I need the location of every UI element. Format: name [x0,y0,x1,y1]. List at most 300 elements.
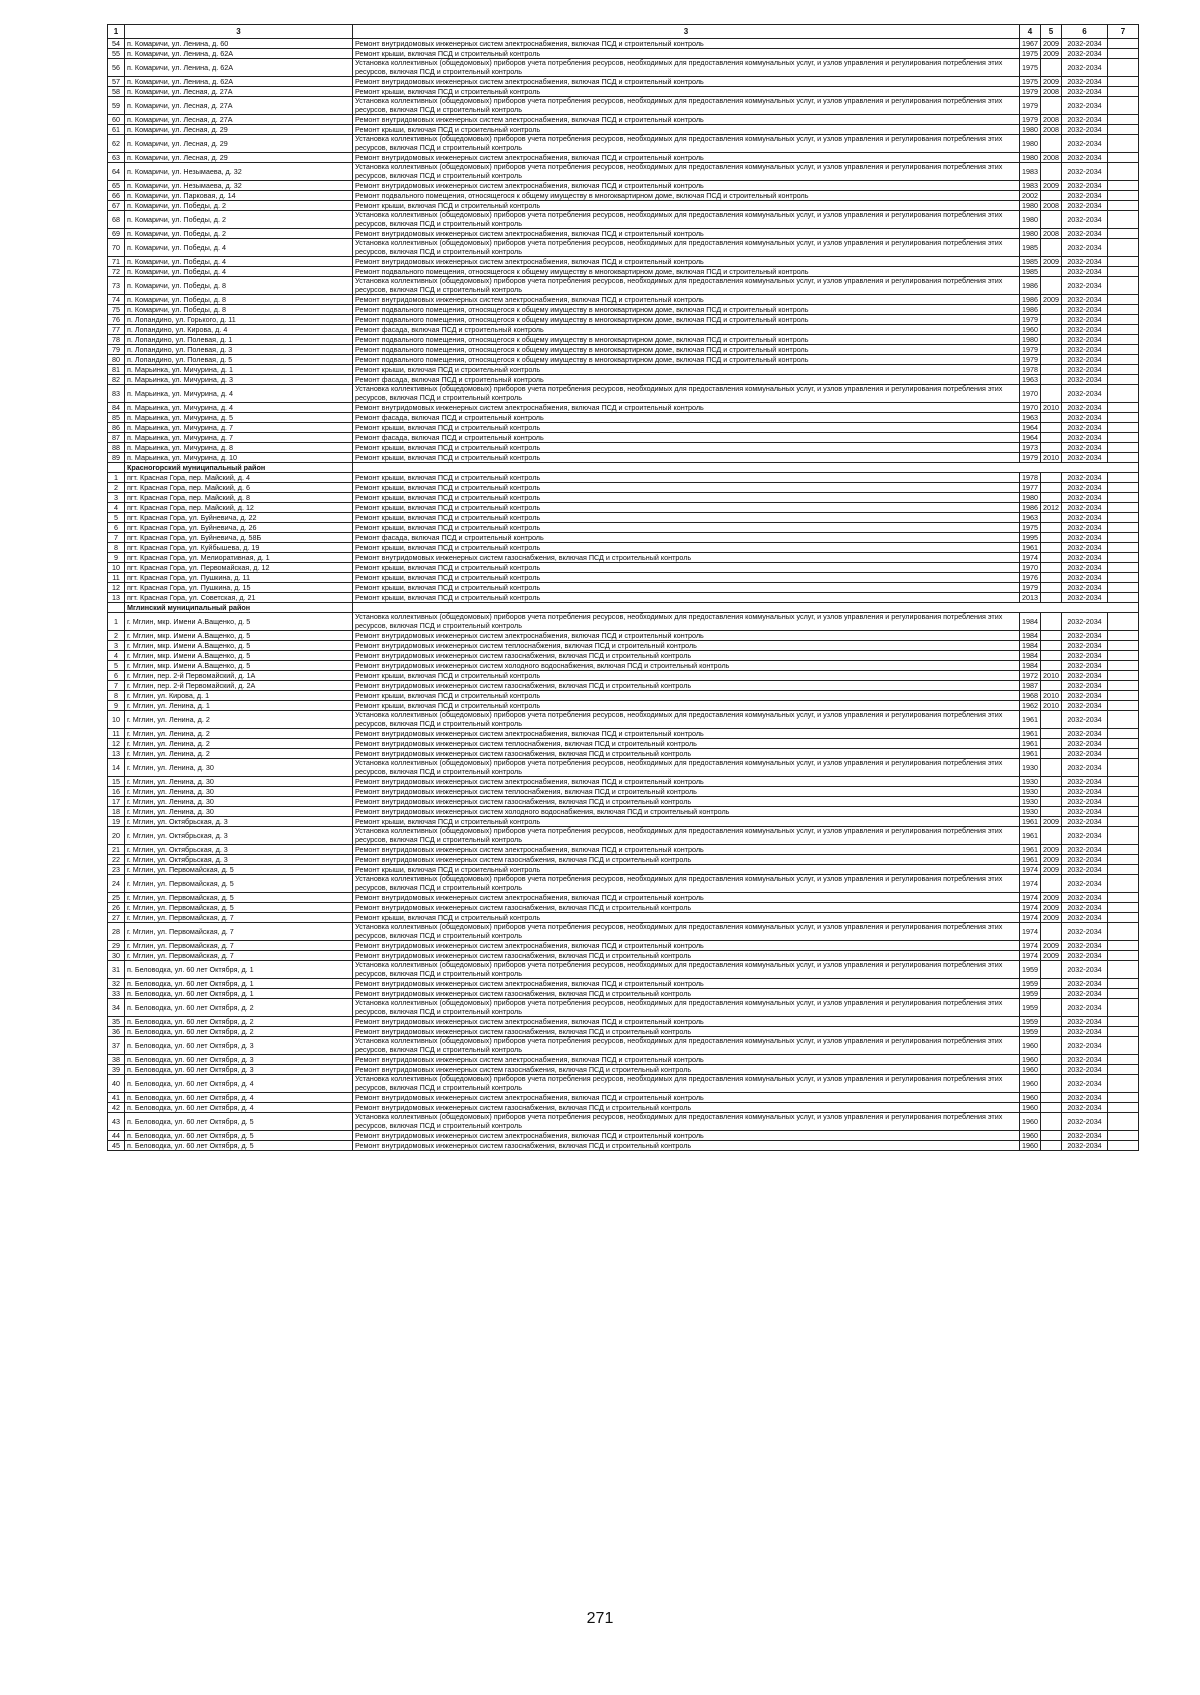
work-type-cell: Ремонт крыши, включая ПСД и строительный контроль [353,573,1020,583]
address-cell: п. Марьинка, ул. Мичурина, д. 1 [125,365,353,375]
row-number-cell: 36 [108,1027,125,1037]
build-year-cell: 1961 [1020,729,1041,739]
build-year-cell: 1930 [1020,807,1041,817]
build-year-cell: 1979 [1020,355,1041,365]
address-cell: п. Беловодка, ул. 60 лет Октября, д. 2 [125,1017,353,1027]
work-type-cell: Ремонт внутридомовых инженерных систем электроснабжения, включая ПСД и строительный контроль [353,257,1020,267]
table-row [108,777,1139,787]
work-type-cell: Ремонт внутридомовых инженерных систем газоснабжения, включая ПСД и строительный контроль [353,951,1020,961]
section-heading-row [108,603,1139,613]
empty-cell [1108,563,1139,573]
address-cell: г. Мглин, ул. Первомайская, д. 7 [125,923,353,941]
last-repair-year-cell [1041,533,1062,543]
address-cell: п. Лопандино, ул. Полевая, д. 3 [125,345,353,355]
empty-cell [1108,631,1139,641]
address-cell: г. Мглин, ул. Октябрьская, д. 3 [125,817,353,827]
table-row [108,701,1139,711]
build-year-cell: 1979 [1020,87,1041,97]
empty-cell [1108,277,1139,295]
work-type-cell: Установка коллективных (общедомовых) приборов учета потребления ресурсов, необходимых для предоставления коммунальных услуг, и узлов управления и регулирования потребления этих ресурсов, включая ПСД и строительный контроль [353,385,1020,403]
last-repair-year-cell [1041,423,1062,433]
last-repair-year-cell [1041,493,1062,503]
build-year-cell: 1986 [1020,503,1041,513]
last-repair-year-cell [1041,473,1062,483]
last-repair-year-cell [1041,641,1062,651]
table-row [108,87,1139,97]
planned-period-cell: 2032-2034 [1062,125,1108,135]
build-year-cell: 1974 [1020,903,1041,913]
row-number-cell: 32 [108,979,125,989]
work-type-cell: Ремонт крыши, включая ПСД и строительный контроль [353,691,1020,701]
last-repair-year-cell [1041,1065,1062,1075]
empty-cell [1108,729,1139,739]
address-cell: п. Комаричи, ул. Ленина, д. 62А [125,49,353,59]
table-row [108,807,1139,817]
build-year-cell: 1995 [1020,533,1041,543]
build-year-cell: 1961 [1020,543,1041,553]
planned-period-cell: 2032-2034 [1062,651,1108,661]
planned-period-cell: 2032-2034 [1062,1037,1108,1055]
work-type-cell: Ремонт крыши, включая ПСД и строительный контроль [353,523,1020,533]
build-year-cell: 1979 [1020,315,1041,325]
table-row [108,913,1139,923]
work-type-cell: Ремонт внутридомовых инженерных систем холодного водоснабжения, включая ПСД и строительный контроль [353,661,1020,671]
row-number-cell: 6 [108,671,125,681]
work-type-cell: Ремонт крыши, включая ПСД и строительный контроль [353,513,1020,523]
work-type-cell: Ремонт подвального помещения, относящегося к общему имуществу в многоквартирном доме, включая ПСД и строительный контроль [353,335,1020,345]
page-number: 271 [586,1610,614,1627]
table-row [108,989,1139,999]
build-year-cell: 1959 [1020,1027,1041,1037]
empty-cell [1108,661,1139,671]
work-type-cell: Установка коллективных (общедомовых) приборов учета потребления ресурсов, необходимых для предоставления коммунальных услуг, и узлов управления и регулирования потребления этих ресурсов, включая ПСД и строительный контроль [353,163,1020,181]
empty-cell [1108,135,1139,153]
empty-cell [1108,473,1139,483]
address-cell: г. Мглин, мкр. Имени А.Ващенко, д. 5 [125,613,353,631]
last-repair-year-cell [1041,1103,1062,1113]
work-type-cell: Ремонт внутридомовых инженерных систем электроснабжения, включая ПСД и строительный контроль [353,941,1020,951]
empty-cell [1108,1055,1139,1065]
table-row [108,523,1139,533]
build-year-cell: 1979 [1020,453,1041,463]
last-repair-year-cell [1041,729,1062,739]
last-repair-year-cell: 2009 [1041,39,1062,49]
capital-repair-table [107,24,1139,1151]
build-year-cell: 1961 [1020,855,1041,865]
table-row [108,787,1139,797]
work-type-cell: Установка коллективных (общедомовых) приборов учета потребления ресурсов, необходимых для предоставления коммунальных услуг, и узлов управления и регулирования потребления этих ресурсов, включая ПСД и строительный контроль [353,827,1020,845]
last-repair-year-cell: 2010 [1041,691,1062,701]
work-type-cell: Ремонт крыши, включая ПСД и строительный контроль [353,87,1020,97]
table-row [108,729,1139,739]
address-cell: г. Мглин, ул. Ленина, д. 2 [125,739,353,749]
planned-period-cell: 2032-2034 [1062,1027,1108,1037]
build-year-cell: 1963 [1020,375,1041,385]
address-cell: п. Беловодка, ул. 60 лет Октября, д. 3 [125,1055,353,1065]
planned-period-cell: 2032-2034 [1062,593,1108,603]
empty-cell [1108,961,1139,979]
address-cell: п. Беловодка, ул. 60 лет Октября, д. 4 [125,1075,353,1093]
address-cell: пгт. Красная Гора, ул. Буйневича, д. 22 [125,513,353,523]
last-repair-year-cell [1041,593,1062,603]
planned-period-cell: 2032-2034 [1062,613,1108,631]
address-cell: г. Мглин, ул. Октябрьская, д. 3 [125,827,353,845]
row-number-cell: 71 [108,257,125,267]
planned-period-cell: 2032-2034 [1062,403,1108,413]
header-col-3: 3 [353,25,1020,39]
table-row [108,211,1139,229]
address-cell: п. Комаричи, ул. Победы, д. 2 [125,229,353,239]
address-cell: г. Мглин, ул. Ленина, д. 2 [125,711,353,729]
table-row [108,641,1139,651]
empty-cell [1108,651,1139,661]
last-repair-year-cell [1041,59,1062,77]
build-year-cell: 1974 [1020,923,1041,941]
table-row [108,325,1139,335]
address-cell: пгт. Красная Гора, ул. Пушкина, д. 15 [125,583,353,593]
address-cell: п. Комаричи, ул. Незымаева, д. 32 [125,181,353,191]
work-type-cell: Ремонт внутридомовых инженерных систем электроснабжения, включая ПСД и строительный контроль [353,979,1020,989]
address-cell: г. Мглин, ул. Первомайская, д. 5 [125,903,353,913]
work-type-cell: Ремонт крыши, включая ПСД и строительный контроль [353,593,1020,603]
table-row [108,563,1139,573]
work-type-cell: Установка коллективных (общедомовых) приборов учета потребления ресурсов, необходимых для предоставления коммунальных услуг, и узлов управления и регулирования потребления этих ресурсов, включая ПСД и строительный контроль [353,239,1020,257]
last-repair-year-cell: 2009 [1041,903,1062,913]
address-cell: п. Марьинка, ул. Мичурина, д. 4 [125,403,353,413]
planned-period-cell: 2032-2034 [1062,413,1108,423]
table-row [108,1103,1139,1113]
header-col-6: 6 [1062,25,1108,39]
address-cell: п. Комаричи, ул. Ленина, д. 62А [125,59,353,77]
table-row [108,1037,1139,1055]
planned-period-cell: 2032-2034 [1062,267,1108,277]
work-type-cell: Установка коллективных (общедомовых) приборов учета потребления ресурсов, необходимых для предоставления коммунальных услуг, и узлов управления и регулирования потребления этих ресурсов, включая ПСД и строительный контроль [353,923,1020,941]
empty-cell [1108,77,1139,87]
address-cell: п. Комаричи, ул. Победы, д. 8 [125,305,353,315]
build-year-cell: 1975 [1020,523,1041,533]
row-number-cell: 82 [108,375,125,385]
row-number-cell: 33 [108,989,125,999]
table-row [108,533,1139,543]
work-type-cell: Ремонт внутридомовых инженерных систем электроснабжения, включая ПСД и строительный контроль [353,295,1020,305]
planned-period-cell: 2032-2034 [1062,211,1108,229]
row-number-cell: 25 [108,893,125,903]
build-year-cell: 1964 [1020,433,1041,443]
empty-cell [1108,641,1139,651]
last-repair-year-cell: 2012 [1041,503,1062,513]
row-number-cell: 39 [108,1065,125,1075]
row-number-cell: 23 [108,865,125,875]
build-year-cell: 1974 [1020,913,1041,923]
row-number-cell: 2 [108,631,125,641]
work-type-cell: Ремонт внутридомовых инженерных систем газоснабжения, включая ПСД и строительный контроль [353,651,1020,661]
work-type-cell: Ремонт внутридомовых инженерных систем электроснабжения, включая ПСД и строительный контроль [353,39,1020,49]
planned-period-cell: 2032-2034 [1062,701,1108,711]
address-cell: п. Марьинка, ул. Мичурина, д. 4 [125,385,353,403]
row-number-cell: 15 [108,777,125,787]
planned-period-cell: 2032-2034 [1062,295,1108,305]
header-col-7: 7 [1108,25,1139,39]
empty-cell [1108,191,1139,201]
row-number-cell: 87 [108,433,125,443]
planned-period-cell: 2032-2034 [1062,305,1108,315]
build-year-cell: 1960 [1020,325,1041,335]
row-number-cell: 75 [108,305,125,315]
address-cell: г. Мглин, мкр. Имени А.Ващенко, д. 5 [125,661,353,671]
empty-cell [1108,87,1139,97]
last-repair-year-cell [1041,661,1062,671]
table-row [108,1017,1139,1027]
work-type-cell: Установка коллективных (общедомовых) приборов учета потребления ресурсов, необходимых для предоставления коммунальных услуг, и узлов управления и регулирования потребления этих ресурсов, включая ПСД и строительный контроль [353,135,1020,153]
planned-period-cell: 2032-2034 [1062,1131,1108,1141]
address-cell: г. Мглин, пер. 2-й Первомайский, д. 2А [125,681,353,691]
empty-cell [1108,865,1139,875]
last-repair-year-cell [1041,211,1062,229]
planned-period-cell: 2032-2034 [1062,375,1108,385]
row-number-cell: 70 [108,239,125,257]
last-repair-year-cell [1041,135,1062,153]
empty-cell [1108,483,1139,493]
build-year-cell: 1985 [1020,267,1041,277]
work-type-cell: Установка коллективных (общедомовых) приборов учета потребления ресурсов, необходимых для предоставления коммунальных услуг, и узлов управления и регулирования потребления этих ресурсов, включая ПСД и строительный контроль [353,875,1020,893]
table-row [108,593,1139,603]
planned-period-cell: 2032-2034 [1062,787,1108,797]
empty-cell [1108,593,1139,603]
build-year-cell: 1963 [1020,513,1041,523]
address-cell: пгт. Красная Гора, пер. Майский, д. 12 [125,503,353,513]
build-year-cell: 1983 [1020,163,1041,181]
work-type-cell: Ремонт внутридомовых инженерных систем электроснабжения, включая ПСД и строительный контроль [353,1055,1020,1065]
last-repair-year-cell [1041,583,1062,593]
row-number-cell: 76 [108,315,125,325]
build-year-cell: 1974 [1020,893,1041,903]
empty-cell [1108,39,1139,49]
work-type-cell: Ремонт фасада, включая ПСД и строительный контроль [353,533,1020,543]
planned-period-cell: 2032-2034 [1062,1141,1108,1151]
work-type-cell: Ремонт внутридомовых инженерных систем электроснабжения, включая ПСД и строительный контроль [353,403,1020,413]
work-type-cell: Ремонт крыши, включая ПСД и строительный контроль [353,671,1020,681]
empty-cell [1108,211,1139,229]
build-year-cell: 1978 [1020,473,1041,483]
row-number-cell: 55 [108,49,125,59]
work-type-cell: Ремонт фасада, включая ПСД и строительный контроль [353,325,1020,335]
empty-cell [1108,1065,1139,1075]
empty-cell [1108,893,1139,903]
work-type-cell: Ремонт внутридомовых инженерных систем электроснабжения, включая ПСД и строительный контроль [353,77,1020,87]
row-number-cell: 68 [108,211,125,229]
planned-period-cell: 2032-2034 [1062,503,1108,513]
row-number-cell: 28 [108,923,125,941]
planned-period-cell: 2032-2034 [1062,423,1108,433]
empty-cell [1108,443,1139,453]
build-year-cell: 1961 [1020,827,1041,845]
header-col-1: 1 [108,25,125,39]
row-number-cell: 8 [108,691,125,701]
build-year-cell: 1972 [1020,671,1041,681]
last-repair-year-cell [1041,1141,1062,1151]
table-row [108,1055,1139,1065]
last-repair-year-cell [1041,989,1062,999]
address-cell: п. Комаричи, ул. Победы, д. 4 [125,267,353,277]
row-number-cell: 5 [108,513,125,523]
build-year-cell: 1961 [1020,749,1041,759]
planned-period-cell: 2032-2034 [1062,115,1108,125]
table-row [108,979,1139,989]
build-year-cell: 1930 [1020,777,1041,787]
table-row [108,229,1139,239]
last-repair-year-cell [1041,365,1062,375]
build-year-cell: 1974 [1020,941,1041,951]
build-year-cell: 1976 [1020,573,1041,583]
address-cell: пгт. Красная Гора, ул. Пушкина, д. 11 [125,573,353,583]
header-col-4: 4 [1020,25,1041,39]
section-number-cell [108,603,125,613]
build-year-cell: 1960 [1020,1065,1041,1075]
row-number-cell: 72 [108,267,125,277]
empty-cell [1108,817,1139,827]
planned-period-cell: 2032-2034 [1062,59,1108,77]
table-row [108,163,1139,181]
build-year-cell: 1967 [1020,39,1041,49]
empty-cell [1108,1075,1139,1093]
table-row [108,77,1139,87]
row-number-cell: 86 [108,423,125,433]
planned-period-cell: 2032-2034 [1062,1017,1108,1027]
last-repair-year-cell [1041,523,1062,533]
row-number-cell: 29 [108,941,125,951]
planned-period-cell: 2032-2034 [1062,229,1108,239]
table-row [108,453,1139,463]
planned-period-cell: 2032-2034 [1062,631,1108,641]
work-type-cell: Ремонт внутридомовых инженерных систем газоснабжения, включая ПСД и строительный контроль [353,681,1020,691]
planned-period-cell: 2032-2034 [1062,1103,1108,1113]
last-repair-year-cell [1041,1037,1062,1055]
work-type-cell: Ремонт крыши, включая ПСД и строительный контроль [353,543,1020,553]
table-row [108,691,1139,701]
planned-period-cell: 2032-2034 [1062,777,1108,787]
address-cell: г. Мглин, ул. Ленина, д. 1 [125,701,353,711]
row-number-cell: 40 [108,1075,125,1093]
address-cell: п. Комаричи, ул. Незымаева, д. 32 [125,163,353,181]
row-number-cell: 61 [108,125,125,135]
work-type-cell: Ремонт внутридомовых инженерных систем газоснабжения, включая ПСД и строительный контроль [353,1027,1020,1037]
row-number-cell: 11 [108,729,125,739]
planned-period-cell: 2032-2034 [1062,1093,1108,1103]
row-number-cell: 3 [108,493,125,503]
build-year-cell: 1962 [1020,701,1041,711]
last-repair-year-cell: 2009 [1041,855,1062,865]
last-repair-year-cell [1041,651,1062,661]
build-year-cell: 1959 [1020,961,1041,979]
last-repair-year-cell [1041,681,1062,691]
planned-period-cell: 2032-2034 [1062,433,1108,443]
empty-cell [1108,375,1139,385]
address-cell: п. Комаричи, ул. Ленина, д. 60 [125,39,353,49]
work-type-cell: Ремонт внутридомовых инженерных систем электроснабжения, включая ПСД и строительный контроль [353,153,1020,163]
address-cell: п. Марьинка, ул. Мичурина, д. 3 [125,375,353,385]
table-row [108,493,1139,503]
build-year-cell: 1980 [1020,135,1041,153]
empty-cell [1108,403,1139,413]
planned-period-cell: 2032-2034 [1062,681,1108,691]
address-cell: п. Беловодка, ул. 60 лет Октября, д. 1 [125,979,353,989]
row-number-cell: 80 [108,355,125,365]
empty-cell [1108,523,1139,533]
last-repair-year-cell: 2008 [1041,115,1062,125]
build-year-cell: 1974 [1020,553,1041,563]
build-year-cell: 1959 [1020,999,1041,1017]
empty-cell [1108,583,1139,593]
table-row [108,739,1139,749]
address-cell: пгт. Красная Гора, ул. Куйбышева, д. 19 [125,543,353,553]
empty-cell [1108,503,1139,513]
address-cell: г. Мглин, ул. Ленина, д. 2 [125,749,353,759]
empty-cell [1108,305,1139,315]
address-cell: г. Мглин, ул. Первомайская, д. 5 [125,893,353,903]
table-row [108,443,1139,453]
build-year-cell: 1986 [1020,295,1041,305]
build-year-cell: 1980 [1020,229,1041,239]
row-number-cell: 1 [108,613,125,631]
last-repair-year-cell: 2008 [1041,125,1062,135]
address-cell: п. Беловодка, ул. 60 лет Октября, д. 4 [125,1103,353,1113]
work-type-cell: Ремонт внутридомовых инженерных систем газоснабжения, включая ПСД и строительный контроль [353,855,1020,865]
address-cell: пгт. Красная Гора, ул. Буйневича, д. 26 [125,523,353,533]
work-type-cell: Установка коллективных (общедомовых) приборов учета потребления ресурсов, необходимых для предоставления коммунальных услуг, и узлов управления и регулирования потребления этих ресурсов, включая ПСД и строительный контроль [353,961,1020,979]
last-repair-year-cell [1041,759,1062,777]
build-year-cell: 1968 [1020,691,1041,701]
address-cell: п. Лопандино, ул. Кирова, д. 4 [125,325,353,335]
table-row [108,115,1139,125]
row-number-cell: 10 [108,563,125,573]
planned-period-cell: 2032-2034 [1062,513,1108,523]
row-number-cell: 17 [108,797,125,807]
planned-period-cell: 2032-2034 [1062,543,1108,553]
row-number-cell: 9 [108,553,125,563]
address-cell: п. Комаричи, ул. Ленина, д. 62А [125,77,353,87]
row-number-cell: 20 [108,827,125,845]
table-row [108,631,1139,641]
row-number-cell: 74 [108,295,125,305]
row-number-cell: 89 [108,453,125,463]
work-type-cell: Ремонт фасада, включая ПСД и строительный контроль [353,413,1020,423]
build-year-cell: 1930 [1020,787,1041,797]
empty-cell [1108,1113,1139,1131]
last-repair-year-cell: 2009 [1041,49,1062,59]
planned-period-cell: 2032-2034 [1062,845,1108,855]
planned-period-cell: 2032-2034 [1062,749,1108,759]
build-year-cell: 1980 [1020,125,1041,135]
last-repair-year-cell [1041,923,1062,941]
last-repair-year-cell: 2009 [1041,941,1062,951]
planned-period-cell: 2032-2034 [1062,563,1108,573]
address-cell: п. Беловодка, ул. 60 лет Октября, д. 3 [125,1037,353,1055]
row-number-cell: 8 [108,543,125,553]
empty-cell [1108,573,1139,583]
planned-period-cell: 2032-2034 [1062,1075,1108,1093]
last-repair-year-cell: 2009 [1041,77,1062,87]
table-row [108,267,1139,277]
address-cell: г. Мглин, ул. Первомайская, д. 5 [125,865,353,875]
work-type-cell: Ремонт крыши, включая ПСД и строительный контроль [353,443,1020,453]
empty-cell [1108,1141,1139,1151]
work-type-cell: Ремонт внутридомовых инженерных систем электроснабжения, включая ПСД и строительный контроль [353,893,1020,903]
work-type-cell: Ремонт крыши, включая ПСД и строительный контроль [353,125,1020,135]
planned-period-cell: 2032-2034 [1062,817,1108,827]
address-cell: п. Беловодка, ул. 60 лет Октября, д. 5 [125,1131,353,1141]
empty-cell [1108,749,1139,759]
row-number-cell: 43 [108,1113,125,1131]
